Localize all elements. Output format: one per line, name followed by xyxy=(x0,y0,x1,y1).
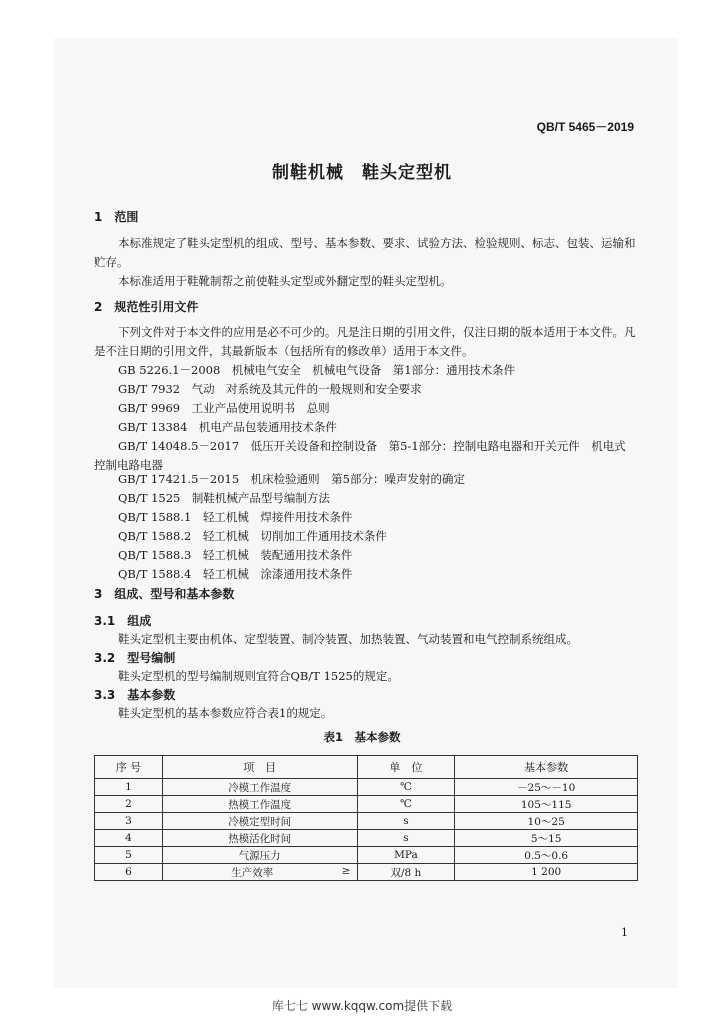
row-value-text: 1 200 xyxy=(531,866,562,878)
section-3-3-text: 鞋头定型机的基本参数应符合表1的规定。 xyxy=(118,706,333,720)
section-3-2-heading: 3.2 型号编制 xyxy=(94,651,176,665)
row-unit-text: ℃ xyxy=(400,798,412,810)
section-3-heading: 3 组成、型号和基本参数 xyxy=(94,587,235,601)
row-unit-text: s xyxy=(403,815,409,827)
section-3-1-heading: 3.1 组成 xyxy=(94,614,152,628)
header-no: 序 号 xyxy=(95,756,163,779)
row-value xyxy=(455,830,638,847)
row-unit-text: 双/8 h xyxy=(390,866,422,879)
reference-title: 轻工机械 涂漆通用技术条件 xyxy=(202,567,353,581)
reference-title: 轻工机械 装配通用技术条件 xyxy=(202,548,353,562)
table-caption: 表1 基本参数 xyxy=(323,730,401,744)
row-item-text: 生产效率 xyxy=(231,866,274,879)
section-3-2-text: 鞋头定型机的型号编制规则宜符合QB/T 1525的规定。 xyxy=(118,669,399,683)
row-unit xyxy=(357,779,455,796)
row-item xyxy=(162,796,357,813)
reference-title: 机床检验通则 第5部分：噪声发射的确定 xyxy=(250,472,465,486)
table-header-row xyxy=(95,756,638,779)
row-item xyxy=(162,779,357,796)
download-footer: 库七七 www.kqqw.com提供下载 xyxy=(271,999,453,1013)
row-item xyxy=(162,864,357,881)
reference-code: GB/T 9969 xyxy=(118,401,181,415)
reference-item xyxy=(94,565,636,584)
document-title: 制鞋机械 鞋头定型机 xyxy=(272,163,452,183)
section-2-heading: 2 规范性引用文件 xyxy=(94,300,199,314)
row-item xyxy=(162,813,357,830)
row-number xyxy=(95,779,163,796)
row-number-text: 6 xyxy=(125,866,132,878)
table-row xyxy=(95,813,638,830)
table-row xyxy=(95,830,638,847)
row-item-text: 冷模定型时间 xyxy=(228,815,292,828)
table-row xyxy=(95,796,638,813)
row-number-text: 3 xyxy=(125,815,132,827)
reference-code: GB 5226.1－2008 xyxy=(118,363,221,377)
row-item-text: 气源压力 xyxy=(238,849,281,862)
reference-title: 轻工机械 切削加工件通用技术条件 xyxy=(202,529,387,543)
row-number-text: 1 xyxy=(125,781,132,793)
standard-code: QB/T 5465－2019 xyxy=(536,120,634,134)
row-item xyxy=(162,830,357,847)
row-number xyxy=(95,830,163,847)
row-number xyxy=(95,796,163,813)
section-3-1-text: 鞋头定型机主要由机体、定型装置、制冷装置、加热装置、气动装置和电气控制系统组成。 xyxy=(118,632,578,646)
row-number xyxy=(95,847,163,864)
reference-item xyxy=(94,399,636,418)
reference-title: 机电产品包装通用技术条件 xyxy=(198,420,337,434)
reference-code: QB/T 1588.1 xyxy=(118,510,192,524)
page-number: 1 xyxy=(621,926,628,939)
reference-title: 机械电气安全 机械电气设备 第1部分：通用技术条件 xyxy=(231,363,516,377)
row-value-text: －25～－10 xyxy=(517,781,576,794)
table-row xyxy=(95,864,638,881)
reference-title: 工业产品使用说明书 总则 xyxy=(191,401,330,415)
row-unit xyxy=(357,830,455,847)
row-unit xyxy=(357,796,455,813)
row-unit xyxy=(357,864,455,881)
reference-item xyxy=(94,470,636,489)
row-number xyxy=(95,864,163,881)
reference-item xyxy=(94,527,636,546)
row-value xyxy=(455,864,638,881)
row-unit xyxy=(357,813,455,830)
header-value: 基本参数 xyxy=(455,756,638,779)
row-item-text: 热模工作温度 xyxy=(228,798,292,811)
row-value xyxy=(455,813,638,830)
row-value-text: 105～115 xyxy=(520,798,572,811)
row-value xyxy=(455,847,638,864)
greater-equal-symbol: ≥ xyxy=(341,864,351,877)
basic-parameters-table xyxy=(94,755,638,881)
reference-code: QB/T 1525 xyxy=(118,491,181,505)
section-2-paragraph: 下列文件对于本文件的应用是必不可少的。凡是注日期的引用文件，仅注日期的版本适用于本文件。凡是不注日期的引用文件，其最新版本（包括所有的修改单）适用于本文件。 xyxy=(94,325,636,358)
row-item-text: 热模活化时间 xyxy=(228,832,292,845)
header-item: 项 目 xyxy=(162,756,357,779)
reference-title: 制鞋机械产品型号编制方法 xyxy=(191,491,330,505)
section-1-heading: 1 范围 xyxy=(94,210,139,224)
reference-code: GB/T 7932 xyxy=(118,382,181,396)
table-row xyxy=(95,779,638,796)
row-value xyxy=(455,796,638,813)
reference-title: 低压开关设备和控制设备 第5-1部分：控制电路电器和开关元件 机电式控制电路电器 xyxy=(94,439,626,472)
row-value-text: 5～15 xyxy=(530,832,562,845)
reference-item xyxy=(94,361,636,380)
reference-item xyxy=(94,508,636,527)
reference-item xyxy=(94,380,636,399)
header-unit: 单 位 xyxy=(357,756,455,779)
reference-code: GB/T 17421.5－2015 xyxy=(118,472,240,486)
reference-code: QB/T 1588.3 xyxy=(118,548,192,562)
row-number-text: 4 xyxy=(125,832,132,844)
reference-code: GB/T 14048.5－2017 xyxy=(118,439,240,453)
table-row xyxy=(95,847,638,864)
reference-title: 轻工机械 焊接件用技术条件 xyxy=(202,510,353,524)
row-unit-text: MPa xyxy=(394,849,418,861)
row-unit xyxy=(357,847,455,864)
row-unit-text: ℃ xyxy=(400,781,412,793)
row-value xyxy=(455,779,638,796)
row-item xyxy=(162,847,357,864)
row-unit-text: s xyxy=(403,832,409,844)
section-1-paragraph-2: 本标准适用于鞋靴制帮之前使鞋头定型或外翻定型的鞋头定型机。 xyxy=(118,274,452,288)
reference-item xyxy=(94,489,636,508)
section-1-paragraph-1: 本标准规定了鞋头定型机的组成、型号、基本参数、要求、试验方法、检验规则、标志、包装、运输和贮存。 xyxy=(94,236,636,269)
row-number-text: 5 xyxy=(125,849,132,861)
reference-code: GB/T 13384 xyxy=(118,420,188,434)
reference-code: QB/T 1588.4 xyxy=(118,567,192,581)
row-value-text: 0.5～0.6 xyxy=(524,849,569,862)
reference-title: 气动 对系统及其元件的一般规则和安全要求 xyxy=(191,382,422,396)
row-value-text: 10～25 xyxy=(527,815,565,828)
row-item-text: 冷模工作温度 xyxy=(228,781,292,794)
row-number-text: 2 xyxy=(125,798,132,810)
row-number xyxy=(95,813,163,830)
reference-code: QB/T 1588.2 xyxy=(118,529,192,543)
section-3-3-heading: 3.3 基本参数 xyxy=(94,688,176,702)
reference-item xyxy=(94,418,636,437)
reference-item xyxy=(94,546,636,565)
